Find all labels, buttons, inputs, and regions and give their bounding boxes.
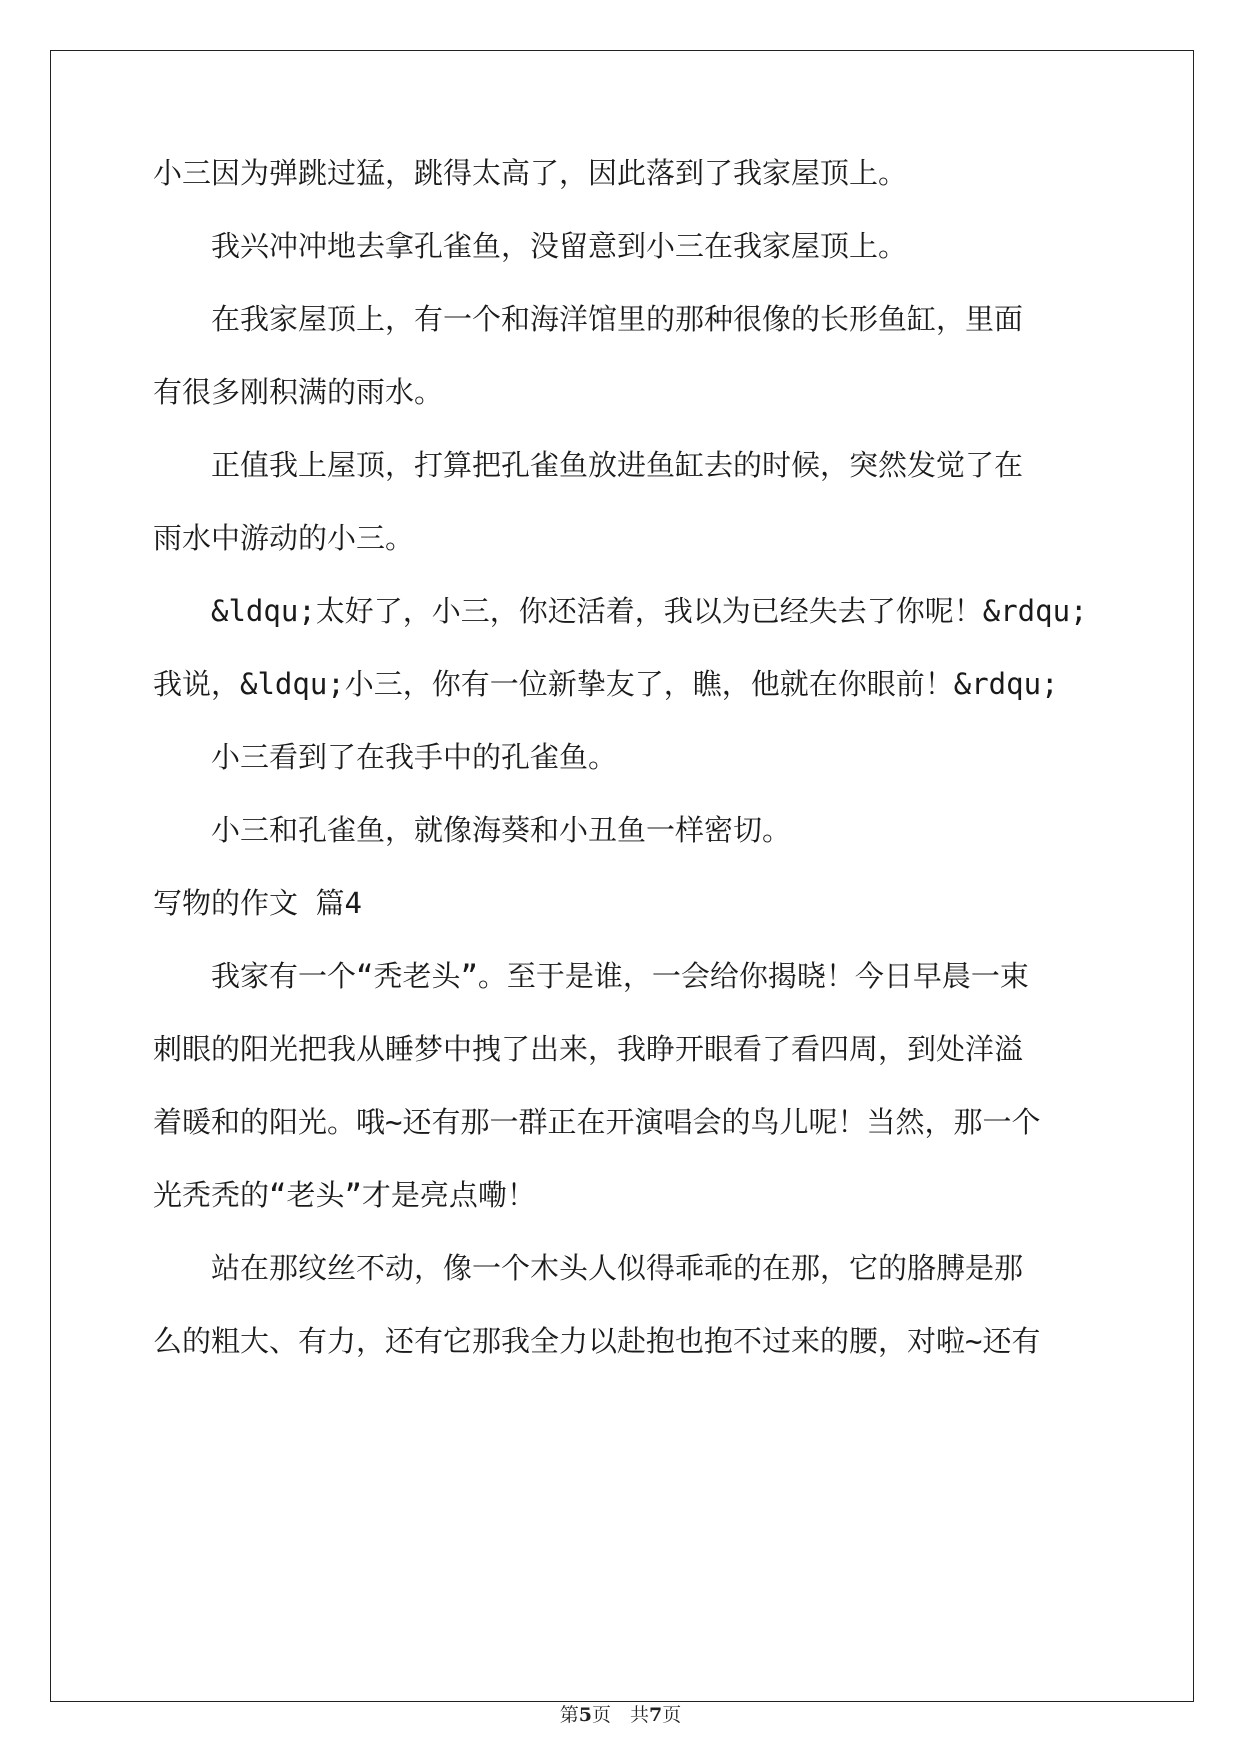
text-line: 我家有一个“秃老头”。至于是谁，一会给你揭晓！今日早晨一束 (153, 959, 1029, 993)
text-line: 光秃秃的“老头”才是亮点嘞！ (153, 1178, 536, 1212)
text-line: &ldqu;太好了，小三，你还活着，我以为已经失去了你呢！&rdqu; (153, 594, 1088, 628)
text-line: 小三因为弹跳过猛，跳得太高了，因此落到了我家屋顶上。 (153, 156, 908, 190)
page-mid: 页 共 (591, 1704, 649, 1726)
text-line: 雨水中游动的小三。 (153, 521, 415, 555)
text-line: 刺眼的阳光把我从睡梦中拽了出来，我睁开眼看了看四周，到处洋溢 (153, 1032, 1024, 1066)
text-line: 我说，&ldqu;小三，你有一位新挚友了，瞧，他就在你眼前！&rdqu; (153, 667, 1059, 701)
text-line: 我兴冲冲地去拿孔雀鱼，没留意到小三在我家屋顶上。 (153, 229, 908, 263)
page-total: 7 (649, 1704, 663, 1726)
page-current: 5 (578, 1704, 592, 1726)
text-line: 站在那纹丝不动，像一个木头人似得乖乖的在那，它的胳膊是那 (153, 1251, 1024, 1285)
page-suffix: 页 (662, 1704, 682, 1726)
text-line: 正值我上屋顶，打算把孔雀鱼放进鱼缸去的时候，突然发觉了在 (153, 448, 1024, 482)
text-line: 着暖和的阳光。哦~还有那一群正在开演唱会的鸟儿呢！当然，那一个 (153, 1105, 1041, 1139)
page-border (50, 50, 1194, 1702)
text-line: 么的粗大、有力，还有它那我全力以赴抱也抱不过来的腰，对啦~还有 (153, 1324, 1041, 1358)
text-line: 小三和孔雀鱼，就像海葵和小丑鱼一样密切。 (153, 813, 792, 847)
text-line: 有很多刚积满的雨水。 (153, 375, 444, 409)
section-heading: 写物的作文 篇4 (153, 886, 362, 920)
page-footer (0, 1700, 1241, 1727)
text-line: 小三看到了在我手中的孔雀鱼。 (153, 740, 618, 774)
page-prefix: 第 (559, 1704, 579, 1726)
text-line: 在我家屋顶上，有一个和海洋馆里的那种很像的长形鱼缸，里面 (153, 302, 1024, 336)
